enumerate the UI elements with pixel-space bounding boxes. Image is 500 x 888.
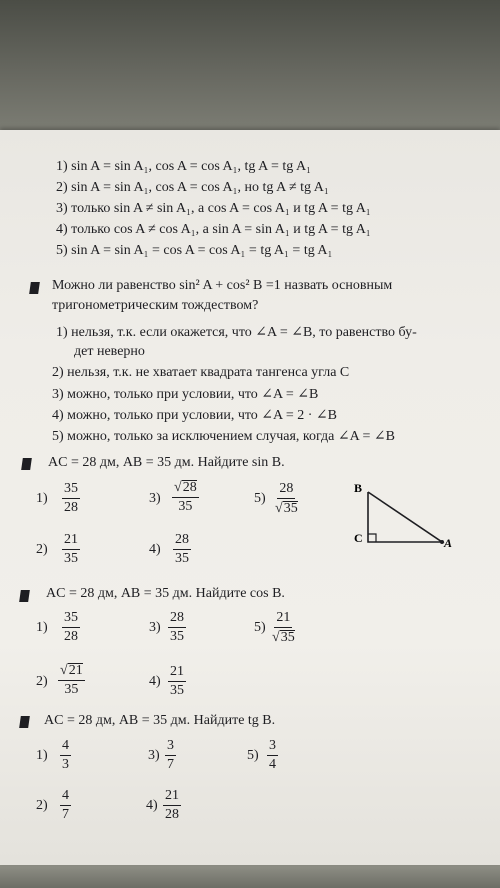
task3-question: AC = 28 дм, AB = 35 дм. Найдите sin B. [48, 455, 285, 470]
worksheet-page [0, 130, 500, 865]
task3-option-1-label: 1) [36, 491, 48, 506]
task4-option-4-fraction: $\frac{21}{35}$ [170, 664, 184, 698]
right-angle-mark [368, 534, 376, 542]
sqrt-icon: √ 35 [272, 630, 295, 645]
block1-item-1: 1) sin A = sin A₁, cos A = cos A₁, tg A = tg A₁ [56, 159, 311, 174]
task5-option-3-fraction: $\frac{3}{7}$ [167, 738, 174, 772]
task3-option-1-fraction: $\frac{35}{28}$ [64, 481, 78, 515]
task4-option-5-fraction: 21 √ 35 [272, 610, 295, 645]
block1-item-3: 3) только sin A ≠ sin A₁, a cos A = cos A₁ и tg A = tg A₁ [56, 201, 371, 216]
task4-option-1-fraction: $\frac{35}{28}$ [64, 610, 78, 644]
sqrt-icon: √ 28 [174, 480, 197, 495]
block1-item-4: 4) только cos A ≠ cos A₁, a sin A = sin A₁ и tg A = tg A₁ [56, 222, 371, 237]
task5-option-3-label: 3) [148, 748, 160, 763]
task2-item-2: 2) нельзя, т.к. не хватает квадрата тангенса угла C [52, 365, 350, 380]
task4-option-2-label: 2) [36, 674, 48, 689]
task5-option-4-label: 4) [146, 798, 158, 813]
task5-option-2-fraction: $\frac{4}{7}$ [62, 788, 69, 822]
task2-question-line2: тригонометрическим тождеством? [52, 298, 259, 313]
task4-option-3-fraction: $\frac{28}{35}$ [170, 610, 184, 644]
task5-option-4-fraction: $\frac{21}{28}$ [165, 788, 179, 822]
task4-question: AC = 28 дм, AB = 35 дм. Найдите cos B. [46, 586, 285, 601]
task5-option-1-fraction: $\frac{4}{3}$ [62, 738, 69, 772]
background-top [0, 0, 500, 135]
task3-option-5-label: 5) [254, 491, 266, 506]
task2-question-line1: Можно ли равенство sin² A + cos² B =1 назвать основным [52, 278, 393, 293]
task-marker-icon [19, 716, 30, 728]
right-triangle-figure [340, 480, 460, 550]
task2-item-1: 1) нельзя, т.к. если окажется, что ∠A = ∠B, то равенство бу- [56, 325, 417, 340]
task-marker-icon [19, 590, 30, 602]
task2-item-1-cont: дет неверно [74, 344, 145, 359]
task3-option-3-label: 3) [149, 491, 161, 506]
task3-option-4-fraction: $\frac{28}{35}$ [175, 532, 189, 566]
task4-option-4-label: 4) [149, 674, 161, 689]
task-marker-icon [29, 282, 40, 294]
block1-item-2: 2) sin A = sin A₁, cos A = cos A₁, но tg A ≠ tg A₁ [56, 180, 329, 195]
task3-option-2-fraction: $\frac{21}{35}$ [64, 532, 78, 566]
task5-option-5-fraction: $\frac{3}{4}$ [269, 738, 276, 772]
vertex-c-label: C [354, 531, 363, 545]
block1-item-5: 5) sin A = sin A₁ = cos A = cos A₁ = tg A₁ = tg A₁ [56, 243, 333, 258]
vertex-a-label: A [444, 536, 453, 550]
task-marker-icon [21, 458, 32, 470]
task2-item-5: 5) можно, только за исключением случая, когда ∠A = ∠B [52, 429, 395, 444]
task5-question: AC = 28 дм, AB = 35 дм. Найдите tg B. [44, 713, 276, 728]
sqrt-icon: √ 21 [60, 663, 83, 678]
sqrt-icon: √ 35 [275, 501, 298, 516]
task5-option-5-label: 5) [247, 748, 259, 763]
task2-item-3: 3) можно, только при условии, что ∠A = ∠B [52, 387, 319, 402]
task4-option-5-label: 5) [254, 620, 266, 635]
task3-option-3-fraction: √ 28 35 [174, 480, 197, 514]
task3-option-2-label: 2) [36, 542, 48, 557]
vertex-b-label: B [354, 481, 363, 495]
task4-option-2-fraction: √ 21 35 [60, 663, 83, 697]
task5-option-2-label: 2) [36, 798, 48, 813]
task4-option-1-label: 1) [36, 620, 48, 635]
triangle-outline [368, 492, 442, 542]
task3-option-4-label: 4) [149, 542, 161, 557]
task2-item-4: 4) можно, только при условии, что ∠A = 2 · ∠B [52, 408, 337, 423]
task5-option-1-label: 1) [36, 748, 48, 763]
task3-option-5-fraction: 28 √ 35 [275, 481, 298, 516]
task4-option-3-label: 3) [149, 620, 161, 635]
